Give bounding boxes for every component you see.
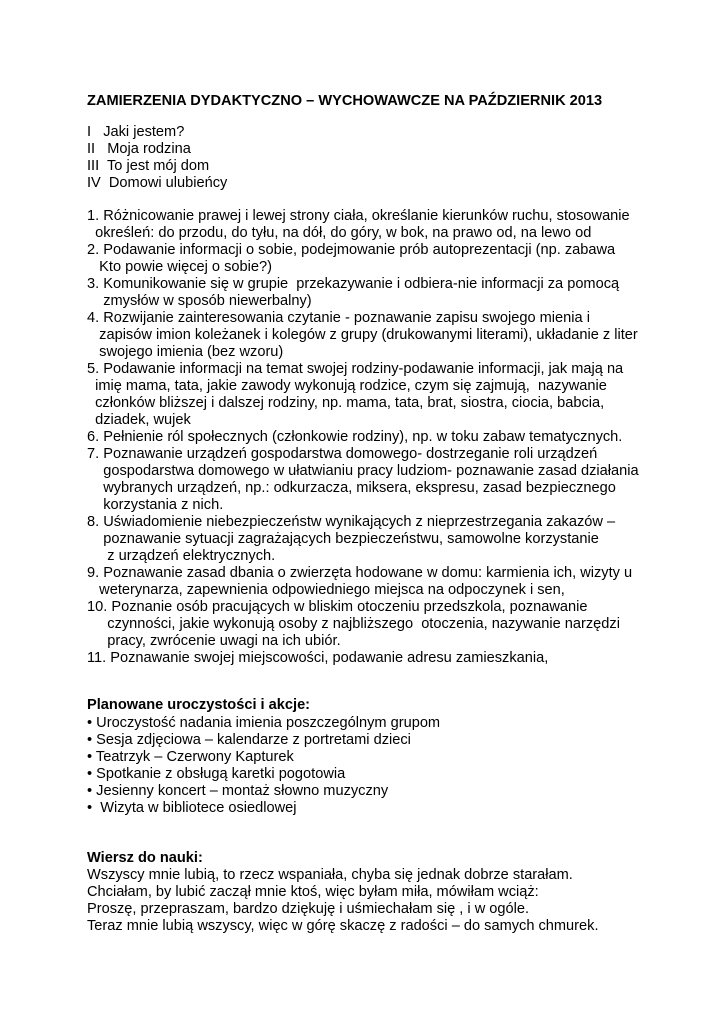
event-item: • Wizyta w bibliotece osiedlowej <box>87 800 297 816</box>
objective-line: 3. Komunikowanie się w grupie przekazywanie i odbiera-nie informacji za pomocą <box>87 276 620 292</box>
objective-line: gospodarstwa domowego w ułatwianiu pracy ludziom- poznawanie zasad działania <box>87 463 639 479</box>
objective-line: czynności, jakie wykonują osoby z najbliższego otoczenia, nazywanie narzędzi <box>87 616 620 632</box>
poem-line: Chciałam, by lubić zaczął mnie ktoś, więc byłam miła, mówiłam wciąż: <box>87 884 539 900</box>
objective-line: 11. Poznawanie swojej miejscowości, podawanie adresu zamieszkania, <box>87 650 549 666</box>
event-item: • Jesienny koncert – montaż słowno muzyczny <box>87 783 389 799</box>
topic-item: IV Domowi ulubieńcy <box>87 175 228 191</box>
objective-line: 7. Poznawanie urządzeń gospodarstwa domowego- dostrzeganie roli urządzeń <box>87 446 598 462</box>
event-item: • Spotkanie z obsługą karetki pogotowia <box>87 766 346 782</box>
objective-line: 5. Podawanie informacji na temat swojej rodziny-podawanie informacji, jak mają na <box>87 361 624 377</box>
objective-line: weterynarza, zapewnienia odpowiedniego miejsca na odpoczynek i sen, <box>87 582 565 598</box>
events-heading: Planowane uroczystości i akcje: <box>87 697 311 713</box>
topic-item: III To jest mój dom <box>87 158 210 174</box>
objective-line: poznawanie sytuacji zagrażających bezpieczeństwu, samowolne korzystanie <box>87 531 599 547</box>
document-title: ZAMIERZENIA DYDAKTYCZNO – WYCHOWAWCZE NA PAŹDZIERNIK 2013 <box>87 93 603 109</box>
objective-line: dziadek, wujek <box>87 412 191 428</box>
event-item: • Sesja zdjęciowa – kalendarze z portretami dzieci <box>87 732 411 748</box>
objective-line: 4. Rozwijanie zainteresowania czytanie - poznawanie zapisu swojego mienia i <box>87 310 590 326</box>
objective-line: z urządzeń elektrycznych. <box>87 548 276 564</box>
objective-line: zmysłów w sposób niewerbalny) <box>87 293 312 309</box>
objective-line: imię mama, tata, jakie zawody wykonują rodzice, czym się zajmują, nazywanie <box>87 378 607 394</box>
objective-line: korzystania z nich. <box>87 497 224 513</box>
objective-line: 2. Podawanie informacji o sobie, podejmowanie prób autoprezentacji (np. zabawa <box>87 242 616 258</box>
objective-line: Kto powie więcej o sobie?) <box>87 259 272 275</box>
objective-line: pracy, zwrócenie uwagi na ich ubiór. <box>87 633 341 649</box>
event-item: • Teatrzyk – Czerwony Kapturek <box>87 749 294 765</box>
objective-line: swojego imienia (bez wzoru) <box>87 344 284 360</box>
poem-line: Proszę, przepraszam, bardzo dziękuję i uśmiechałam się , i w ogóle. <box>87 901 530 917</box>
objective-line: członków bliższej i dalszej rodziny, np. mama, tata, brat, siostra, ciocia, babcia, <box>87 395 605 411</box>
objective-line: wybranych urządzeń, np.: odkurzacza, miksera, ekspresu, zasad bezpiecznego <box>87 480 616 496</box>
objective-line: 1. Różnicowanie prawej i lewej strony ciała, określanie kierunków ruchu, stosowanie <box>87 208 630 224</box>
poem-line: Teraz mnie lubią wszyscy, więc w górę skaczę z radości – do samych chmurek. <box>87 918 599 934</box>
objective-line: określeń: do przodu, do tyłu, na dół, do góry, w bok, na prawo od, na lewo od <box>87 225 592 241</box>
poem-heading: Wiersz do nauki: <box>87 850 203 866</box>
topic-item: II Moja rodzina <box>87 141 191 157</box>
objective-line: 9. Poznawanie zasad dbania o zwierzęta hodowane w domu: karmienia ich, wizyty u <box>87 565 633 581</box>
topic-item: I Jaki jestem? <box>87 124 185 140</box>
event-item: • Uroczystość nadania imienia poszczególnym grupom <box>87 715 441 731</box>
objective-line: 6. Pełnienie ról społecznych (członkowie rodziny), np. w toku zabaw tematycznych. <box>87 429 623 445</box>
poem-line: Wszyscy mnie lubią, to rzecz wspaniała, chyba się jednak dobrze starałam. <box>87 867 573 883</box>
objective-line: 8. Uświadomienie niebezpieczeństw wynikających z nieprzestrzegania zakazów – <box>87 514 616 530</box>
objective-line: zapisów imion koleżanek i kolegów z grupy (drukowanymi literami), układanie z liter <box>87 327 638 343</box>
objective-line: 10. Poznanie osób pracujących w bliskim otoczeniu przedszkola, poznawanie <box>87 599 588 615</box>
